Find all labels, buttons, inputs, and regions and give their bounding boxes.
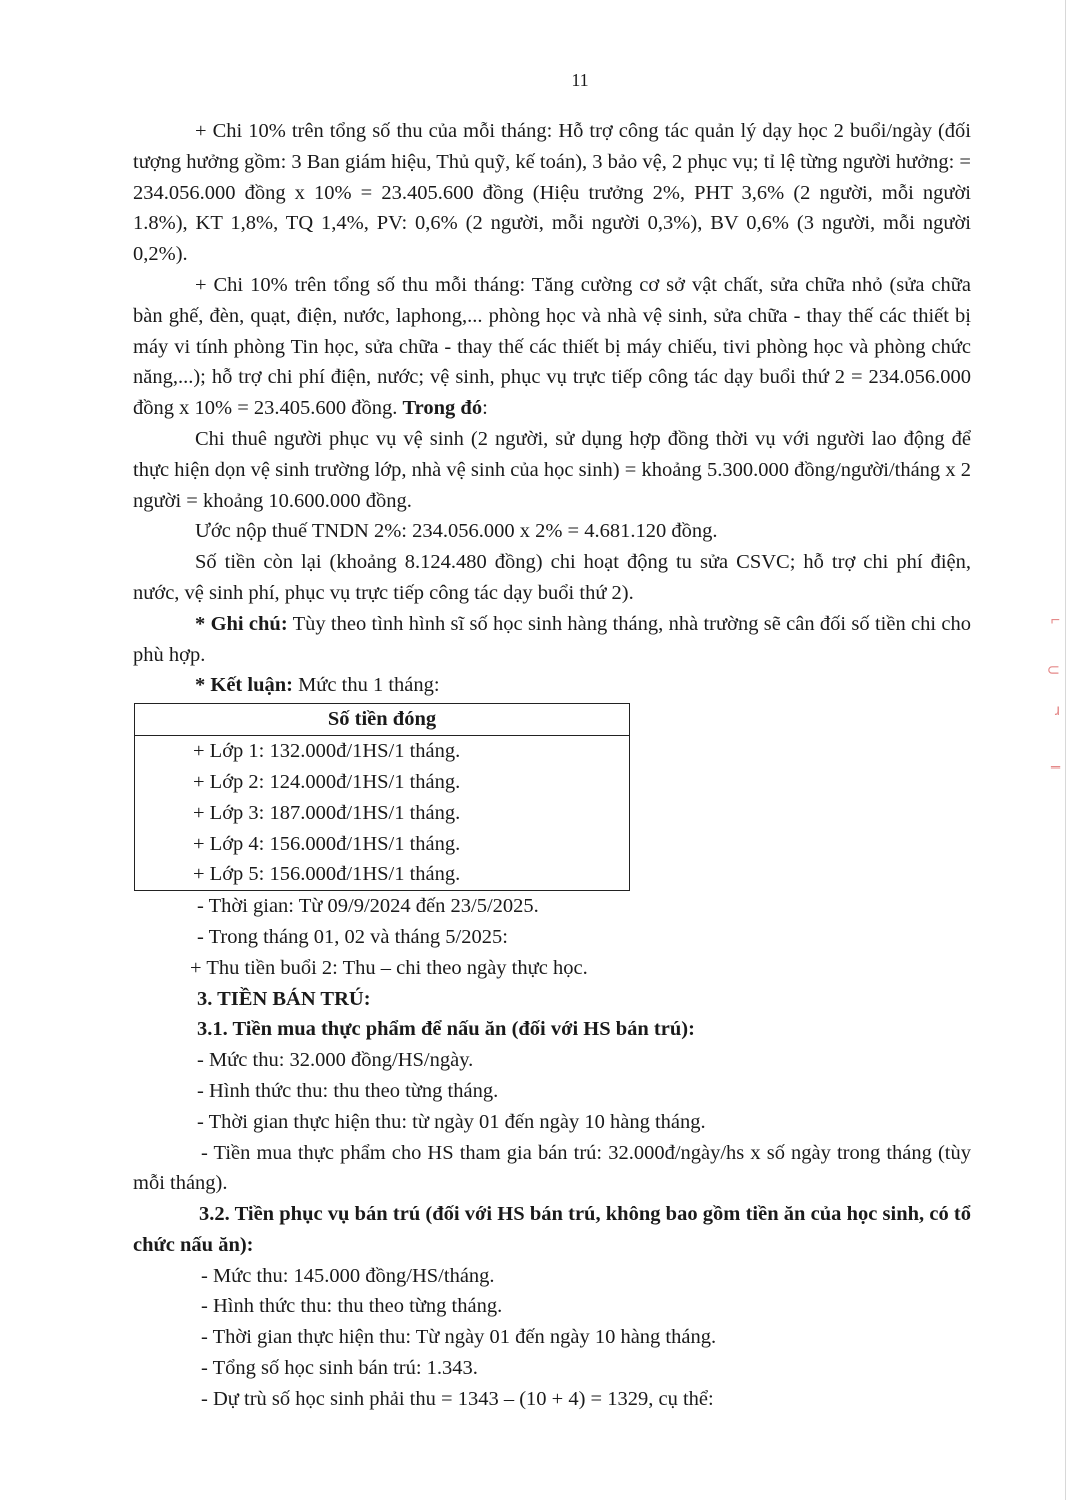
document-body — [133, 116, 971, 1415]
note-label: * Ghi chú: — [195, 612, 288, 635]
section-3-2-item: - Tổng số học sinh bán trú: 1.343. — [201, 1357, 478, 1380]
fee-table-header: Số tiền đóng — [135, 704, 629, 736]
note-paragraph — [133, 609, 971, 671]
conclusion-text: Mức thu 1 tháng: — [292, 674, 440, 697]
fee-table-row: + Lớp 2: 124.000đ/1HS/1 tháng. — [193, 770, 461, 793]
fee-table-row: + Lớp 4: 156.000đ/1HS/1 tháng. — [193, 832, 461, 855]
section-3-1-item: - Hình thức thu: thu theo từng tháng. — [197, 1079, 499, 1102]
margin-mark: ɹ — [1054, 702, 1060, 719]
conclusion-label: * Kết luận: — [195, 674, 293, 697]
paragraph-cleaning-staff: Chi thuê người phục vụ vệ sinh (2 người, sử dụng hợp đồng thời vụ với người lao động để thực hiện dọn vệ sinh trường lớp, nhà vệ sinh của học sinh) = khoảng 5.300.000 đồng/người/tháng x 2 người = khoảng 10.600.000 đồng. — [133, 427, 971, 512]
fee-table-row: + Lớp 5: 156.000đ/1HS/1 tháng. — [193, 863, 461, 886]
paragraph-facility-repair-text: + Chi 10% trên tổng số thu mỗi tháng: Tăng cường cơ sở vật chất, sửa chữa nhỏ (sửa chữa bàn ghế, đèn, quạt, điện, nước, laphong,... phòng học và nhà vệ sinh, sửa chữa - thay thế các thiết bị máy vi tính phòng Tin học, sửa chữa - thay thế các thiết bị máy chiếu, tivi phòng học và phòng chức năng,...); hỗ trợ chi phí điện, nước; vệ sinh, phục vụ trực tiếp công tác dạy buổi thứ 2 = 234.056.000 đồng x 10% = 23.405.600 đồng. — [133, 273, 971, 420]
section-3-1-item: - Thời gian thực hiện thu: từ ngày 01 đến ngày 10 hàng tháng. — [197, 1110, 706, 1133]
margin-mark: ‗ — [1051, 752, 1060, 769]
margin-mark: ⌐ — [1050, 612, 1060, 629]
conclusion-paragraph — [133, 670, 971, 701]
margin-mark: ⊂ — [1046, 662, 1060, 679]
page-number: 11 — [571, 70, 589, 90]
paragraph-tax-estimate: Ước nộp thuế TNDN 2%: 234.056.000 x 2% = 4.681.120 đồng. — [195, 520, 718, 543]
in-which-label: Trong đó — [402, 397, 483, 420]
session-two-line: + Thu tiền buổi 2: Thu – chi theo ngày thực học. — [190, 956, 588, 979]
section-3-2-item: - Thời gian thực hiện thu: Từ ngày 01 đến ngày 10 hàng tháng. — [201, 1326, 717, 1349]
special-months-line: - Trong tháng 01, 02 và tháng 5/2025: — [197, 925, 508, 948]
paragraph-management-support: + Chi 10% trên tổng số thu của mỗi tháng: Hỗ trợ công tác quản lý dạy học 2 buổi/ngày (đối tượng hưởng gồm: 3 Ban giám hiệu, Thủ quỹ, kế toán), 3 bảo vệ, 2 phục vụ; tỉ lệ từng người hưởng: = 234.056.000 đồng x 10% = 23.405.600 đồng (Hiệu trưởng 2%, PHT 3,6% (2 người, mỗi người 1.8%), KT 1,8%, TQ 1,4%, PV: 0,6% (2 người, mỗi người 0,3%), BV 0,6% (3 người, mỗi người 0,2%). — [133, 120, 971, 266]
section-3-2-item: - Dự trù số học sinh phải thu = 1343 – (10 + 4) = 1329, cụ thể: — [201, 1387, 714, 1410]
fee-table — [134, 703, 630, 891]
paragraph-remaining-amount: Số tiền còn lại (khoảng 8.124.480 đồng) chi hoạt động tu sửa CSVC; hỗ trợ chi phí điện, nước, vệ sinh phí, phục vụ trực tiếp công tác dạy buổi thứ 2). — [133, 551, 971, 604]
section-3-1-title: 3.1. Tiền mua thực phẩm để nấu ăn (đối với HS bán trú): — [197, 1018, 695, 1041]
section-3-title: 3. TIỀN BÁN TRÚ: — [197, 987, 371, 1010]
in-which-colon: : — [482, 397, 488, 420]
time-period-line: - Thời gian: Từ 09/9/2024 đến 23/5/2025. — [197, 895, 539, 918]
fee-table-row: + Lớp 1: 132.000đ/1HS/1 tháng. — [193, 740, 461, 763]
section-3-1-item: - Tiền mua thực phẩm cho HS tham gia bán trú: 32.000đ/ngày/hs x số ngày trong tháng (tùy mỗi tháng). — [133, 1141, 971, 1195]
section-3-1-item: - Mức thu: 32.000 đồng/HS/ngày. — [197, 1049, 474, 1072]
section-3-2-title: 3.2. Tiền phục vụ bán trú (đối với HS bán trú, không bao gồm tiền ăn của học sinh, có tổ chức nấu ăn): — [133, 1203, 971, 1256]
page-edge-line — [1065, 0, 1066, 1500]
section-3-2-item: - Hình thức thu: thu theo từng tháng. — [201, 1295, 503, 1318]
note-text: Tùy theo tình hình sĩ số học sinh hàng tháng, nhà trường sẽ cân đối số tiền chi cho phù hợp. — [133, 612, 971, 666]
section-3-2-item: - Mức thu: 145.000 đồng/HS/tháng. — [201, 1264, 495, 1287]
paragraph-facility-repair — [133, 270, 971, 424]
fee-table-row: + Lớp 3: 187.000đ/1HS/1 tháng. — [193, 801, 461, 824]
